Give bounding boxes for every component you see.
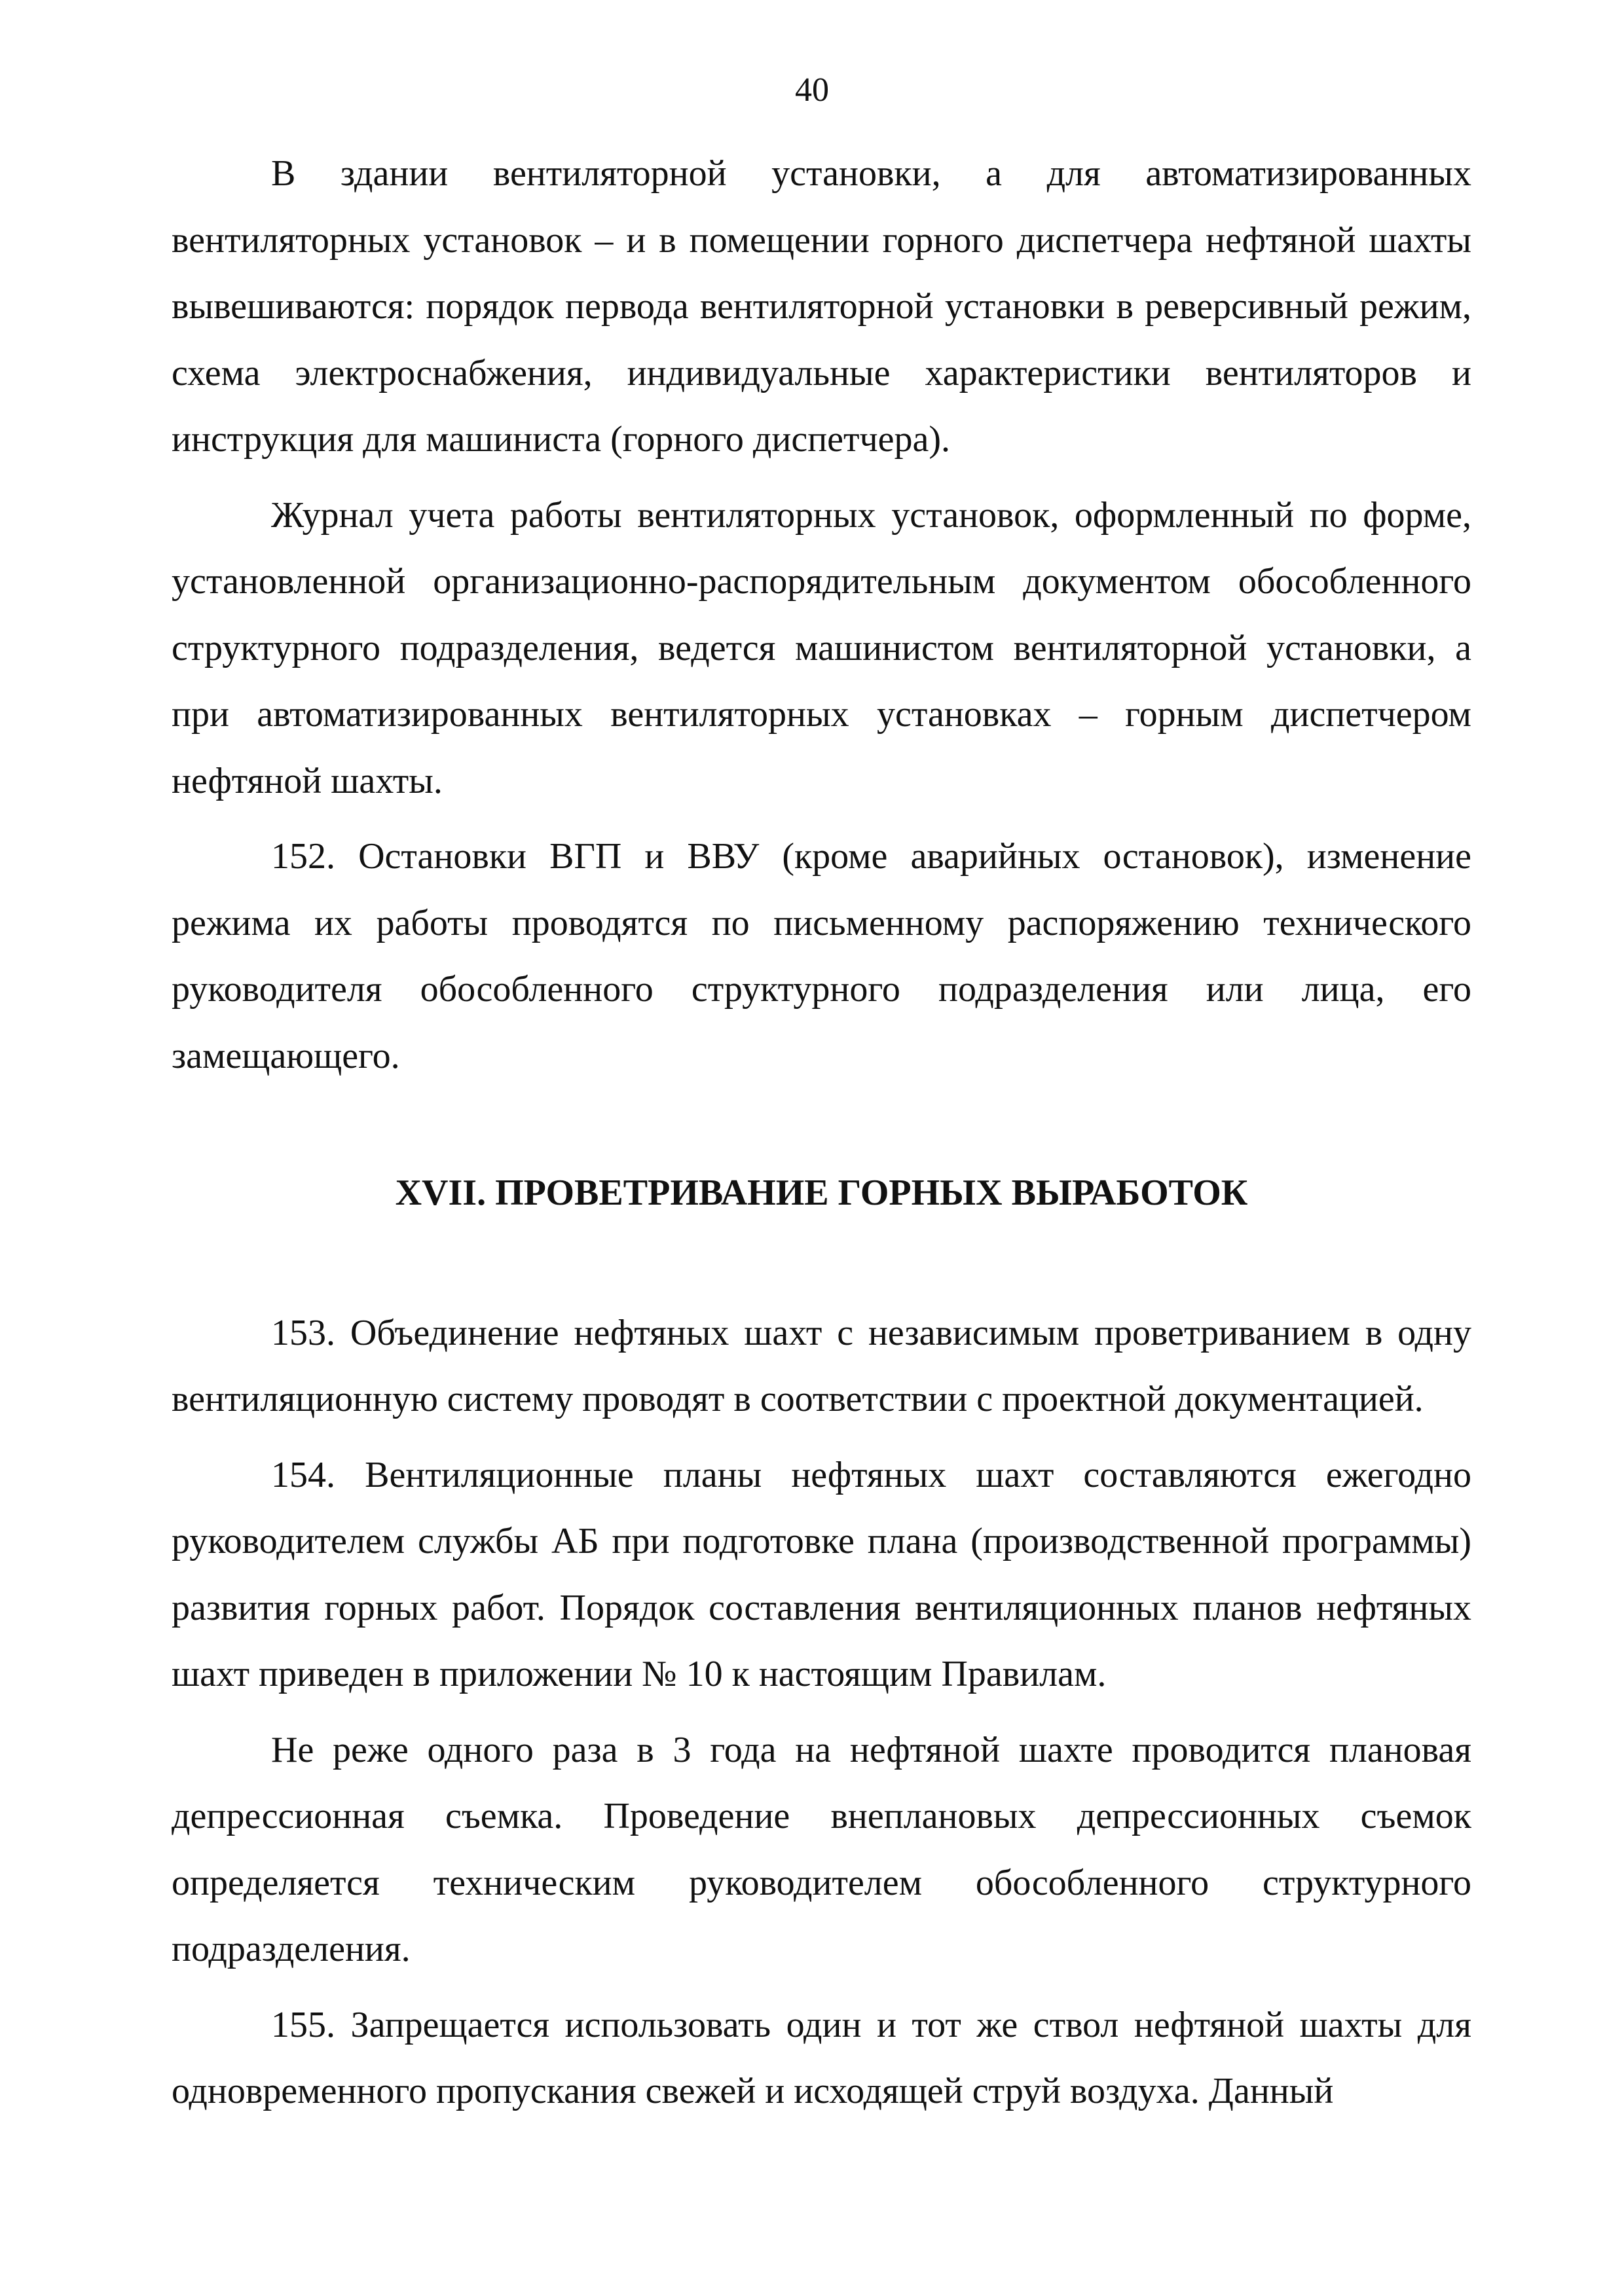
heading-spacer [172, 1227, 1471, 1300]
paragraph-152: 152. Остановки ВГП и ВВУ (кроме аварийных остановок), изменение режима их работы проводятся по письменному распоряжению технического руководителя обособленного структурного подразделения или лица, его замещающего. [172, 836, 1471, 1076]
paragraph-fan-installation-postings: В здании вентиляторной установки, а для автоматизированных вентиляторных установок – и в помещении горного диспетчера нефтяной шахты вывешиваются: порядок первода вентиляторной установки в реверсивный режим, схема электроснабжения, индивидуальные характеристики вентиляторов и инструкция для машиниста (горного диспетчера). [172, 153, 1471, 460]
paragraph-spacer [172, 1708, 1471, 1717]
paragraph-spacer [172, 1433, 1471, 1442]
paragraph-fan-operation-log: Журнал учета работы вентиляторных установок, оформленный по форме, установленной организационно-распорядительным документом обособленного структурного подразделения, ведется машинистом вентиляторной установки, а при автоматизированных вентиляторных установках – горным диспетчером нефтяной шахты. [172, 494, 1471, 801]
paragraph-153: 153. Объединение нефтяных шахт с независимым проветриванием в одну вентиляционную систему проводят в соответствии с проектной документацией. [172, 1312, 1471, 1419]
paragraph-spacer [172, 1983, 1471, 1992]
paragraph-155: 155. Запрещается использовать один и тот же ствол нефтяной шахты для одновременного пропускания свежей и исходящей струй воздуха. Данный [172, 2004, 1471, 2111]
page-number: 40 [795, 71, 829, 109]
heading-spacer [172, 1089, 1471, 1160]
section-heading: XVII. ПРОВЕТРИВАНИЕ ГОРНЫХ ВЫРАБОТОК [395, 1173, 1248, 1213]
paragraph-154: 154. Вентиляционные планы нефтяных шахт составляются ежегодно руководителем службы АБ при подготовке плана (производственной программы) развития горных работ. Порядок составления вентиляционных планов нефтяных шахт приведен в приложении № 10 к настоящим Правилам. [172, 1454, 1471, 1694]
document-body [172, 141, 1471, 2125]
paragraph-spacer [172, 473, 1471, 483]
paragraph-depression-survey: Не реже одного раза в 3 года на нефтяной шахте проводится плановая депрессионная съемка. Проведение внеплановых депрессионных съемок определяется техническим руководителем обособленного структурного подразделения. [172, 1729, 1471, 1969]
paragraph-spacer [172, 814, 1471, 824]
